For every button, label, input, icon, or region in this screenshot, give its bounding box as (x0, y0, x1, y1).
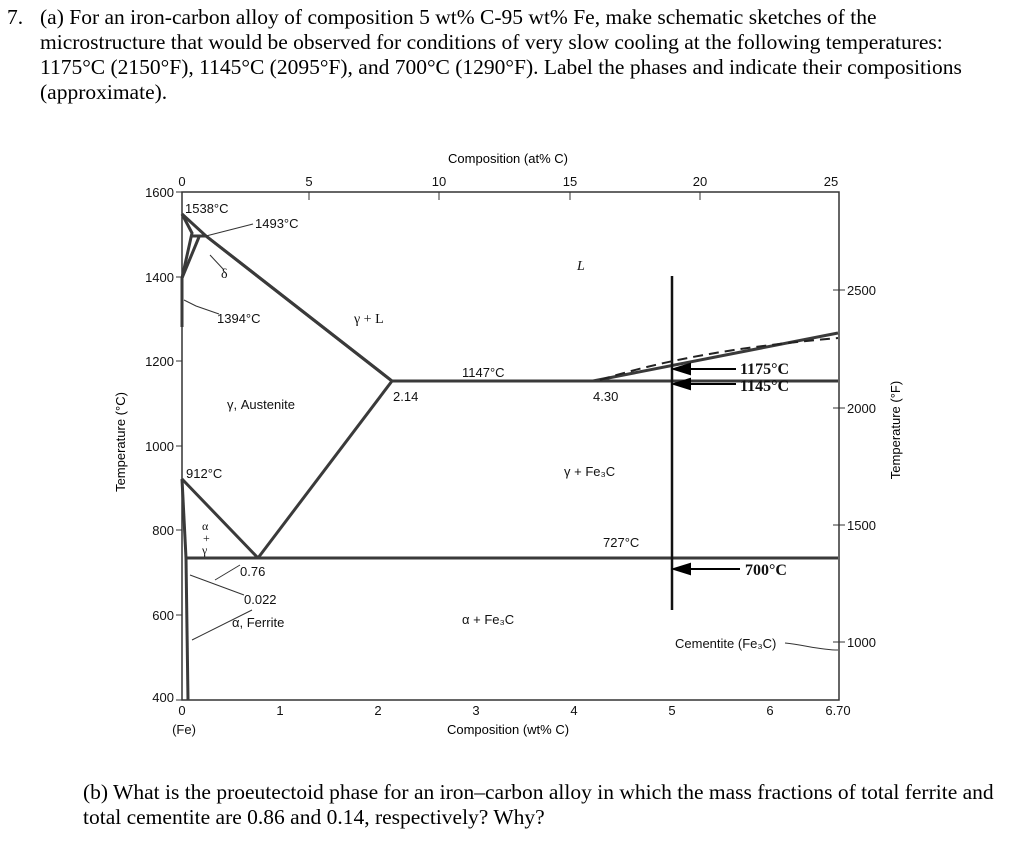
y-tick-1000: 1000 (145, 439, 174, 454)
x-axis-title-bottom: Composition (wt% C) (446, 722, 570, 737)
pointer-1493 (206, 224, 253, 236)
pointer-0022 (190, 575, 244, 595)
question-part-a: (a) For an iron-carbon alloy of composition 5 wt% C-95 wt% Fe, make schematic sketches of the microstructure that would be observed for conditions of very slow cooling at the following temperatures: 1175°C (2150°F), 1145°C (2095°F), and 700°C (1290°F). Label the phases and indicate their compositions (approximate). (40, 5, 962, 104)
x-tick-6-70: 6.70 (825, 703, 851, 718)
label-cementite: Cementite (Fe₃C) (675, 636, 777, 651)
x-at-tick-0: 0 (178, 174, 186, 189)
x-fe-label: (Fe) (172, 722, 196, 737)
label-delta: δ (221, 267, 228, 282)
label-austenite: γ, Austenite (227, 397, 295, 412)
y-tick-1500F: 1500 (847, 518, 876, 533)
label-pointers (184, 224, 838, 650)
ferrite-solvus-line (186, 558, 188, 700)
label-gamma-fe3c: γ + Fe₃C (564, 464, 616, 479)
pointer-076 (215, 565, 240, 580)
pointer-1394 (184, 300, 219, 314)
x-tick-4: 4 (570, 703, 578, 718)
solidus-line (206, 236, 392, 381)
pointer-cementite (785, 643, 838, 650)
y-tick-1400: 1400 (145, 270, 174, 285)
y-tick-600: 600 (152, 608, 174, 623)
annotation-1175: 1175°C (740, 361, 790, 378)
liquidus-line (182, 214, 838, 381)
y-tick-2000F: 2000 (847, 401, 876, 416)
y-tick-800: 800 (152, 523, 174, 538)
label-0-022: 0.022 (244, 592, 277, 607)
label-ferrite: α, Ferrite (232, 615, 285, 630)
y-axis-title-right: Temperature (°F) (888, 380, 903, 480)
label-912: 912°C (186, 466, 223, 481)
x-axis-title-top: Composition (at% C) (448, 151, 568, 166)
temperature-arrows (674, 364, 740, 574)
label-2-14: 2.14 (393, 389, 419, 404)
x-at-tick-10: 10 (431, 174, 447, 189)
label-gamma-l: γ + L (354, 312, 384, 327)
y-tick-1200: 1200 (145, 354, 174, 369)
diagram-labels (185, 201, 776, 651)
y-tick-2500F: 2500 (847, 283, 876, 298)
label-1493: 1493°C (255, 216, 299, 231)
x-tick-2: 2 (374, 703, 382, 718)
y-axis-title-left: Temperature (°C) (113, 392, 128, 492)
y-tick-1000F: 1000 (847, 635, 876, 650)
arrow-700-head (674, 564, 690, 574)
label-alpha-gamma-plus: + (203, 531, 210, 545)
x-at-tick-20: 20 (692, 174, 708, 189)
label-1538: 1538°C (185, 201, 229, 216)
label-727: 727°C (603, 535, 640, 550)
label-4-30: 4.30 (593, 389, 619, 404)
x-at-tick-5: 5 (305, 174, 313, 189)
temperature-annotations (740, 361, 789, 579)
label-1394: 1394°C (217, 311, 261, 326)
x-tick-1: 1 (276, 703, 284, 718)
label-alpha-fe3c: α + Fe₃C (462, 612, 515, 627)
label-liquid: L (577, 259, 585, 274)
x-tick-6: 6 (766, 703, 774, 718)
label-alpha-gamma-a: α (202, 519, 209, 533)
x-at-tick-25: 25 (823, 174, 839, 189)
question-number: 7. (7, 5, 24, 29)
delta-gamma-line (182, 237, 199, 327)
y-tick-labels-right (847, 283, 876, 650)
x-tick-3: 3 (472, 703, 480, 718)
x-ticks-top (309, 192, 700, 200)
question-part-b: (b) What is the proeutectoid phase for an iron–carbon alloy in which the mass fractions of total ferrite and total cementite are 0.86 and 0.14, respectively? Why? (83, 780, 994, 829)
x-tick-labels-at (178, 174, 838, 189)
x-tick-0: 0 (178, 703, 186, 718)
label-alpha-gamma-g: γ (202, 543, 208, 557)
y-tick-labels-left (145, 185, 174, 705)
label-0-76: 0.76 (240, 564, 266, 579)
annotation-1145: 1145°C (740, 378, 790, 395)
y-ticks-left (176, 192, 182, 700)
y-tick-400: 400 (152, 690, 174, 705)
a3-line (182, 479, 258, 558)
y-tick-1600: 1600 (145, 185, 174, 200)
x-at-tick-15: 15 (562, 174, 578, 189)
label-1147: 1147°C (462, 365, 505, 380)
annotation-700: 700°C (745, 562, 787, 579)
x-tick-5: 5 (668, 703, 676, 718)
